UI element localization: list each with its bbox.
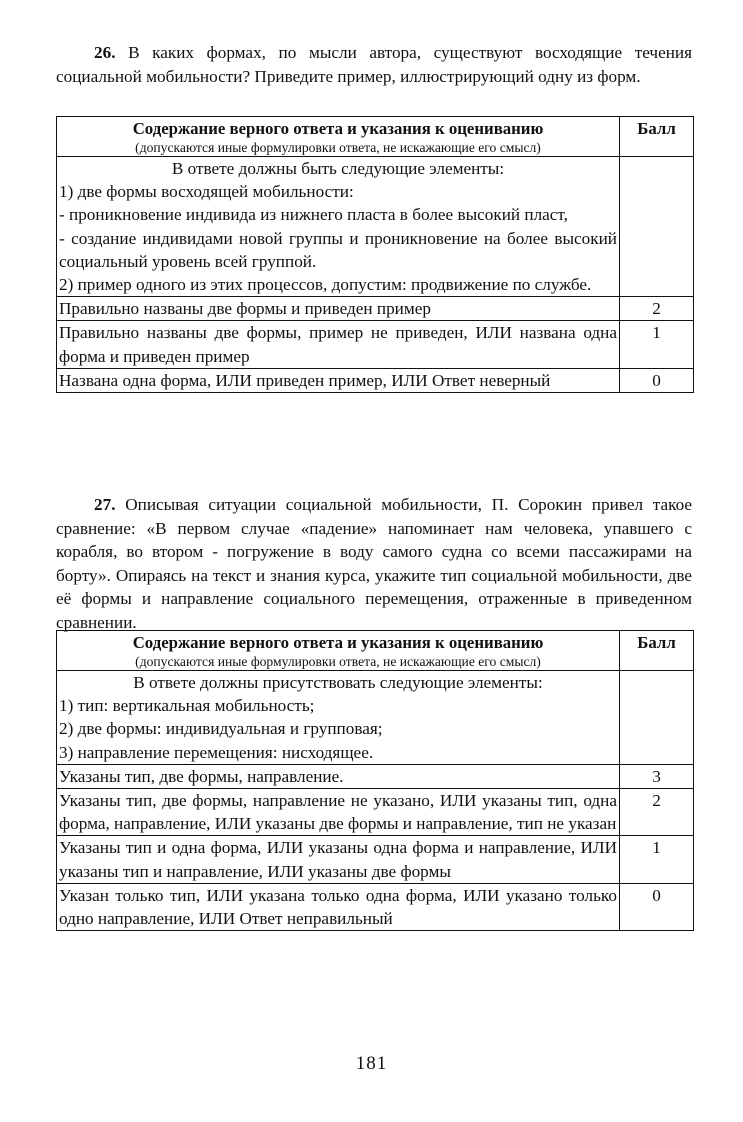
score: 1 bbox=[620, 321, 694, 368]
score: 2 bbox=[620, 789, 694, 836]
table-row bbox=[57, 883, 694, 930]
grading-table-27 bbox=[56, 630, 694, 931]
criterion: Указан только тип, ИЛИ указана только одна форма, ИЛИ указано только одно направление, ИЛИ Ответ неправильный bbox=[57, 883, 620, 930]
answer-row bbox=[57, 157, 694, 297]
answer-content bbox=[57, 157, 620, 297]
answer-line: - создание индивидами новой группы и проникновение на более высокий социальный уровень всей группой. bbox=[59, 228, 617, 271]
content-header bbox=[57, 117, 620, 157]
answer-score-empty bbox=[620, 157, 694, 297]
criterion: Указаны тип и одна форма, ИЛИ указаны одна форма и направление, ИЛИ указаны тип и направление, ИЛИ указаны две формы bbox=[57, 836, 620, 883]
score: 0 bbox=[620, 368, 694, 392]
table-row bbox=[57, 789, 694, 836]
question-26-text bbox=[56, 41, 692, 88]
score: 2 bbox=[620, 297, 694, 321]
table-row bbox=[57, 297, 694, 321]
question-27 bbox=[56, 493, 692, 634]
question-27-number: 27. bbox=[94, 495, 116, 514]
criterion: Названа одна форма, ИЛИ приведен пример, ИЛИ Ответ неверный bbox=[57, 368, 620, 392]
table-header-row bbox=[57, 631, 694, 671]
answer-line: 2) две формы: индивидуальная и групповая; bbox=[59, 719, 383, 739]
answer-line: 3) направление перемещения: нисходящее. bbox=[59, 742, 374, 762]
answer-line: 1) тип: вертикальная мобильность; bbox=[59, 696, 315, 716]
score: 1 bbox=[620, 836, 694, 883]
answer-intro: В ответе должны быть следующие элементы: bbox=[171, 159, 505, 178]
criterion: Указаны тип, две формы, направление не указано, ИЛИ указаны тип, одна форма, направление, ИЛИ указаны две формы и направление, тип не указан bbox=[57, 789, 620, 836]
answer-content bbox=[57, 671, 620, 765]
content-header-note: (допускаются иные формулировки ответа, не искажающие его смысл) bbox=[135, 140, 541, 155]
question-26-number: 26. bbox=[94, 43, 116, 62]
table-row bbox=[57, 836, 694, 883]
answer-row bbox=[57, 671, 694, 765]
criterion: Правильно названы две формы, пример не приведен, ИЛИ названа одна форма и приведен пример bbox=[57, 321, 620, 368]
answer-line: 1) две формы восходящей мобильности: bbox=[59, 182, 354, 202]
table-header-row bbox=[57, 117, 694, 157]
score: 0 bbox=[620, 883, 694, 930]
page-number: 181 bbox=[355, 1053, 388, 1074]
criterion: Указаны тип, две формы, направление. bbox=[57, 764, 620, 788]
content-header-note: (допускаются иные формулировки ответа, не искажающие его смысл) bbox=[135, 654, 541, 669]
grading-table-26 bbox=[56, 116, 694, 393]
table-row bbox=[57, 764, 694, 788]
answer-line: 2) пример одного из этих процессов, допустим: продвижение по службе. bbox=[59, 275, 592, 295]
table-row bbox=[57, 321, 694, 368]
score-header: Балл bbox=[620, 117, 694, 157]
question-26 bbox=[56, 41, 692, 88]
answer-intro: В ответе должны присутствовать следующие элементы: bbox=[133, 673, 543, 692]
question-27-body: Описывая ситуации социальной мобильности, П. Сорокин привел такое сравнение: «В первом случае «падение» напоминает нам человека, упавшего с корабля, во втором - погружение в воду самого судна со всеми пассажирами на борту». Опираясь на текст и знания курса, укажите тип социальной мобильности, две её формы и направление социального перемещения, отраженные в приведенном сравнении. bbox=[56, 495, 692, 632]
content-header-title: Содержание верного ответа и указания к оцениванию bbox=[132, 119, 544, 138]
question-27-text bbox=[56, 493, 692, 634]
content-header bbox=[57, 631, 620, 671]
answer-score-empty bbox=[620, 671, 694, 765]
content-header-title: Содержание верного ответа и указания к оцениванию bbox=[132, 633, 544, 652]
question-26-body: В каких формах, по мысли автора, существуют восходящие течения социальной мобильности? Приведите пример, иллюстрирующий одну из форм. bbox=[56, 43, 692, 86]
score-header: Балл bbox=[620, 631, 694, 671]
answer-line: - проникновение индивида из нижнего пласта в более высокий пласт, bbox=[59, 205, 568, 225]
table-row bbox=[57, 368, 694, 392]
score: 3 bbox=[620, 764, 694, 788]
criterion: Правильно названы две формы и приведен пример bbox=[57, 297, 620, 321]
